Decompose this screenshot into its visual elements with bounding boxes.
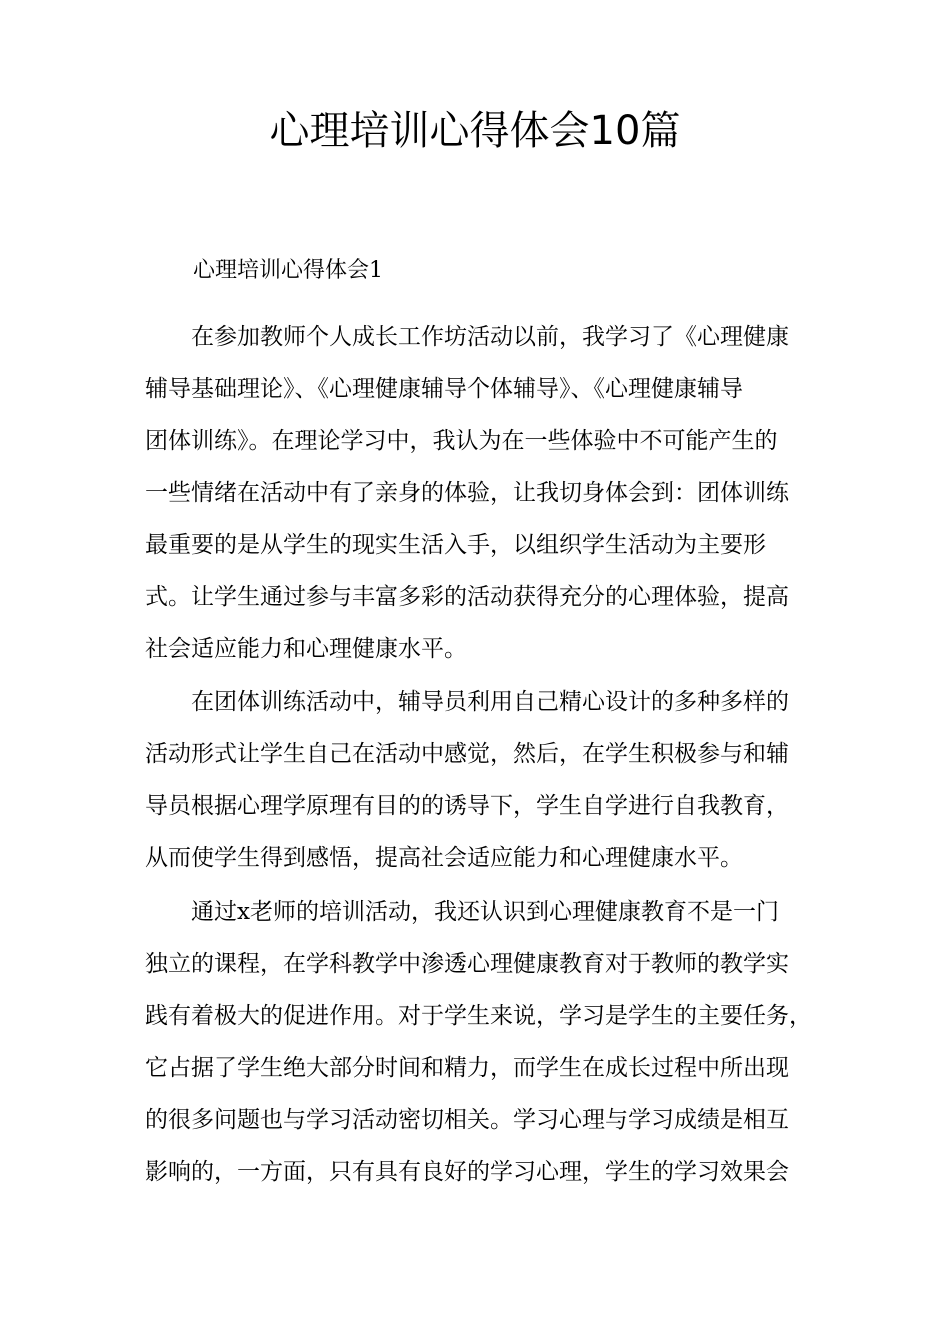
paragraph-line: 从而使学生得到感悟，提高社会适应能力和心理健康水平。: [145, 845, 743, 871]
paragraph-2: [145, 676, 815, 884]
paragraph-line: 通过x老师的培训活动，我还认识到心理健康教育不是一门: [145, 899, 779, 925]
paragraph-line: 活动形式让学生自己在活动中感觉，然后，在学生积极参与和辅: [145, 741, 789, 767]
paragraph-line: 团体训练》。在理论学习中，我认为在一些体验中不可能产生的: [145, 428, 778, 454]
paragraph-line: 导员根据心理学原理有目的的诱导下，学生自学进行自我教育，: [145, 793, 789, 819]
paragraph-line: 一些情绪在活动中有了亲身的体验，让我切身体会到：团体训练: [145, 480, 789, 506]
paragraph-line: 式。让学生通过参与丰富多彩的活动获得充分的心理体验，提高: [145, 584, 789, 610]
paragraph-line: 社会适应能力和心理健康水平。: [145, 636, 467, 662]
paragraph-line: 辅导基础理论》、《心理健康辅导个体辅导》、《心理健康辅导: [145, 376, 743, 402]
paragraph-line: 的很多问题也与学习活动密切相关。学习心理与学习成绩是相互: [145, 1107, 789, 1133]
paragraph-line: 在团体训练活动中，辅导员利用自己精心设计的多种多样的: [145, 689, 789, 715]
paragraph-line: 它占据了学生绝大部分时间和精力，而学生在成长过程中所出现: [145, 1055, 789, 1081]
paragraph-line: 最重要的是从学生的现实生活入手，以组织学生活动为主要形: [145, 532, 766, 558]
paragraph-line: 在参加教师个人成长工作坊活动以前，我学习了《心理健康: [145, 324, 789, 350]
paragraph-1: [145, 311, 815, 675]
section-heading: 心理培训心得体会1: [193, 258, 383, 283]
paragraph-line: 践有着极大的促进作用。对于学生来说，学习是学生的主要任务，: [145, 1003, 812, 1029]
paragraph-line: 独立的课程，在学科教学中渗透心理健康教育对于教师的教学实: [145, 951, 789, 977]
paragraph-line: 影响的，一方面，只有具有良好的学习心理，学生的学习效果会: [145, 1159, 789, 1185]
document-title: 心理培训心得体会10篇: [269, 108, 681, 154]
paragraph-3: [145, 886, 815, 1198]
